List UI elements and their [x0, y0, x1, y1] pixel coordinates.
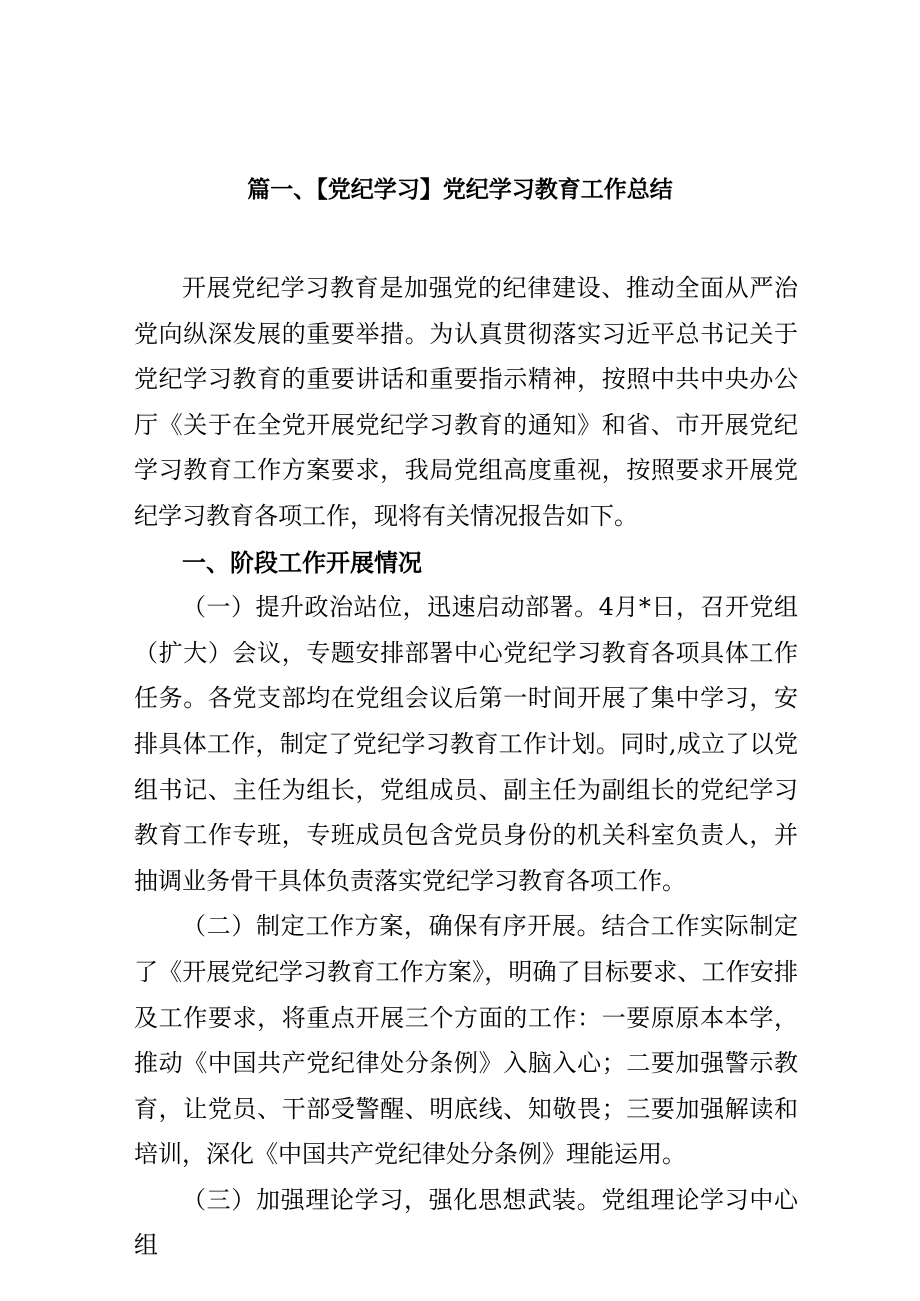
paragraph-1: （一）提升政治站位，迅速启动部署。4月*日，召开党组（扩大）会议，专题安排部署中心党纪学习教育各项具体工作任务。各党支部均在党组会议后第一时间开展了集中学习，安排具体工作，制定了党纪学习教育工作计划。同时,成立了以党组书记、主任为组长，党组成员、副主任为副组长的党纪学习教育工作专班，专班成员包含党员身份的机关科室负责人，并抽调业务骨干具体负责落实党纪学习教育各项工作。 [134, 593, 798, 895]
document-body [134, 266, 798, 1269]
intro-paragraph: 开展党纪学习教育是加强党的纪律建设、推动全面从严治党向纵深发展的重要举措。为认真贯彻落实习近平总书记关于党纪学习教育的重要讲话和重要指示精神，按照中共中央办公厅《关于在全党开展党纪学习教育的通知》和省、市开展党纪学习教育工作方案要求，我局党组高度重视，按照要求开展党纪学习教育各项工作，现将有关情况报告如下。 [134, 274, 798, 530]
paragraph-3: （三）加强理论学习，强化思想武装。党组理论学习中心组 [134, 1185, 798, 1260]
document-title: 篇一、【党纪学习】党纪学习教育工作总结 [247, 176, 673, 203]
paragraph-2: （二）制定工作方案，确保有序开展。结合工作实际制定了《开展党纪学习教育工作方案》，明确了目标要求、工作安排及工作要求，将重点开展三个方面的工作：一要原原本本学，推动《中国共产党纪律处分条例》入脑入心；二要加强警示教育，让党员、干部受警醒、明底线、知敬畏；三要加强解读和培训，深化《中国共产党纪律处分条例》理能运用。 [134, 912, 798, 1169]
section-heading: 一、阶段工作开展情况 [182, 547, 422, 577]
